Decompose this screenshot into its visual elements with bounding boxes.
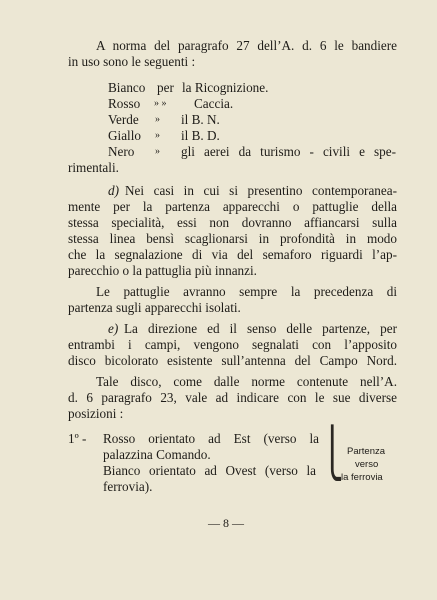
paragraph-label: e) — [108, 321, 119, 336]
paragraph-line: partenza sugli apparecchi isolati. — [68, 300, 241, 315]
intro-line-1: A norma del paragrafo 27 dell’A. d. 6 le bandiere — [96, 38, 397, 53]
intro-line-2: in uso sono le seguenti : — [68, 54, 196, 69]
flag-color: Bianco — [108, 80, 146, 95]
flag-mark: » — [155, 130, 160, 141]
paragraph-line: che la segnalazione di via del semaforo riguardi l’ap- — [68, 247, 397, 262]
flag-color: Rosso — [108, 96, 141, 111]
item-line: Bianco orientato ad Ovest (verso la — [103, 463, 316, 478]
paragraph-line: d. 6 paragrafo 23, vale ad indicare con le sue diverse — [68, 390, 397, 405]
flag-meaning: Caccia. — [194, 96, 234, 111]
flag-meaning: la Ricognizione. — [182, 80, 269, 95]
flag-mark: per — [157, 80, 174, 95]
flag-meaning: il B. D. — [181, 128, 220, 143]
brace-mark: ⎩ — [321, 427, 344, 481]
paragraph-line: entrambi i campi, vengono segnalati con l’apposito — [68, 337, 397, 352]
side-note-line: la ferrovia — [341, 472, 383, 483]
flag-meaning: il B. N. — [181, 112, 220, 127]
item-line: ferrovia). — [103, 479, 153, 494]
paragraph-label: d) — [108, 183, 119, 198]
flag-mark: » » — [154, 98, 167, 109]
item-line: palazzina Comando. — [103, 447, 211, 462]
paragraph-line: Nei casi in cui si presentino contemporanea- — [125, 183, 397, 198]
paragraph-line: disco bicolorato esistente sull’antenna del Campo Nord. — [68, 353, 397, 368]
flag-meaning: gli aerei da turismo - civili e spe- — [181, 144, 396, 159]
paragraph-line: mente per la partenza apparecchi o pattuglie della — [68, 199, 397, 214]
flag-mark: » — [155, 146, 160, 157]
paragraph-line: stessa specialità, essi non dovranno affiancarsi sulla — [68, 215, 397, 230]
paragraph-line: Tale disco, come dalle norme contenute nell’A. — [96, 374, 397, 389]
paragraph-line: Le pattuglie avranno sempre la precedenza di — [96, 284, 397, 299]
paragraph-line: parecchio o la pattuglia più innanzi. — [68, 263, 257, 278]
flag-color: Giallo — [108, 128, 141, 143]
paragraph-line: La direzione ed il senso delle partenze, per — [124, 321, 397, 336]
paragraph-line: posizioni : — [68, 406, 124, 421]
item-number: 1º - — [68, 431, 87, 446]
flag-mark: » — [155, 114, 160, 125]
side-note-line: verso — [355, 459, 379, 470]
side-note-line: Partenza — [347, 446, 386, 457]
paragraph-line: stessa linea bensì scaglionarsi in profondità in modo — [68, 231, 397, 246]
flag-color: Verde — [108, 112, 139, 127]
flag-continuation: rimentali. — [68, 160, 119, 175]
page-number: — 8 — — [208, 516, 244, 530]
flag-color: Nero — [108, 144, 135, 159]
item-line: Rosso orientato ad Est (verso la — [103, 431, 319, 446]
